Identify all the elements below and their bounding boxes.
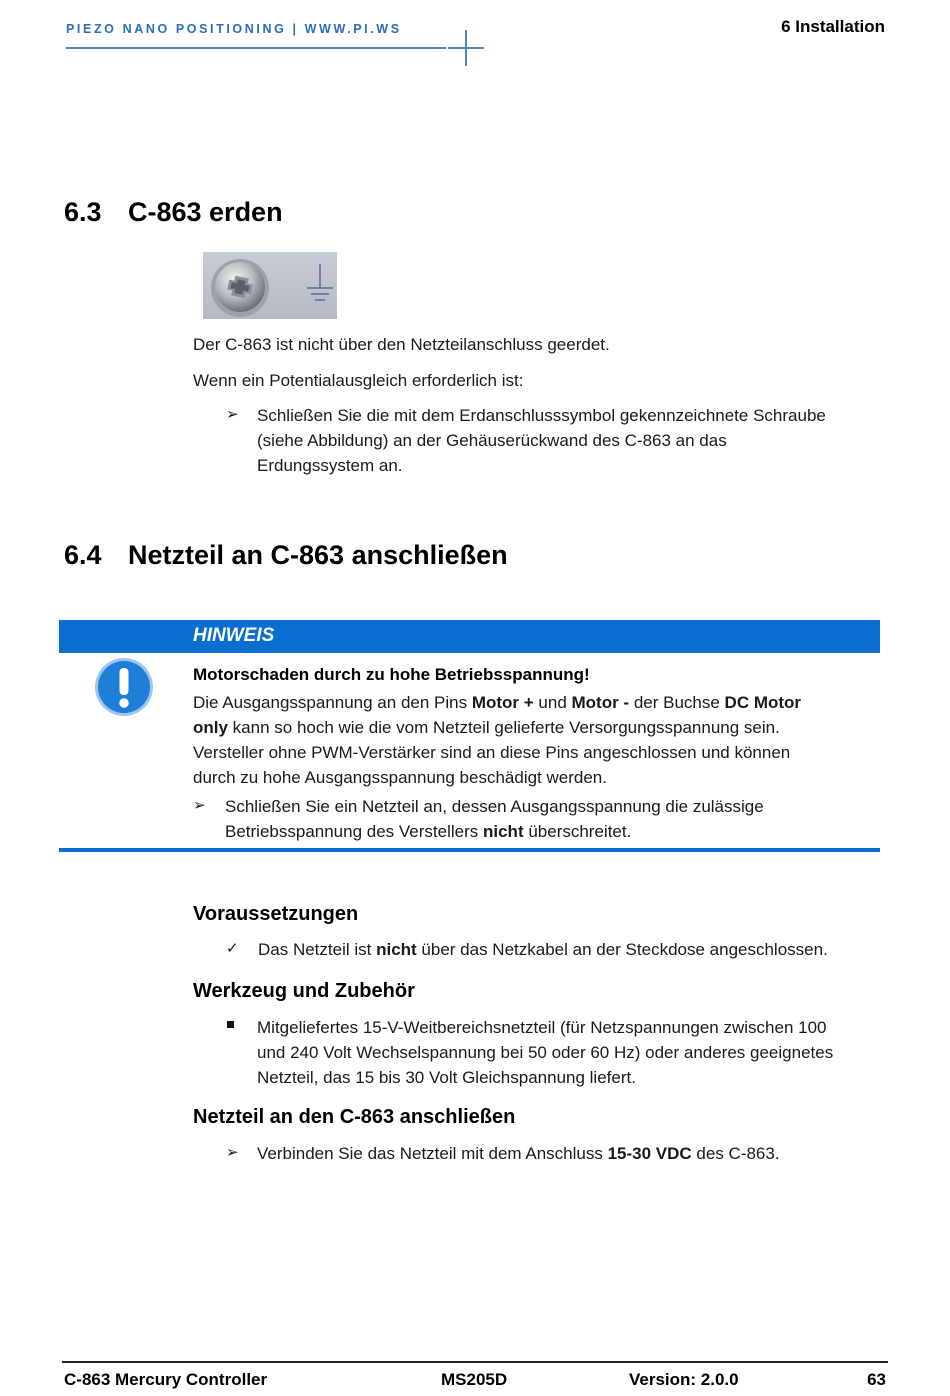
prerequisite-item	[258, 937, 828, 962]
section-number: 6.3	[64, 197, 102, 227]
tool-item-line: Mitgeliefertes 15-V-Weitbereichsnetzteil (für Netzspannungen zwischen 100	[257, 1018, 827, 1037]
text-bold: nicht	[376, 940, 417, 959]
checkmark-icon: ✓	[226, 940, 239, 957]
notice-step-line: Schließen Sie ein Netzteil an, dessen Ausgangsspannung die zulässige	[225, 797, 764, 816]
text: über das Netzkabel an der Steckdose angeschlossen.	[416, 940, 828, 959]
footer-product: C-863 Mercury Controller	[64, 1370, 268, 1389]
exclamation-icon	[94, 657, 154, 717]
subheading-tools: Werkzeug und Zubehör	[193, 980, 415, 1002]
text: Betriebsspannung des Verstellers	[225, 822, 483, 841]
text: und	[533, 693, 572, 712]
footer-version: Version: 2.0.0	[629, 1370, 739, 1389]
text: Das Netzteil ist	[258, 940, 377, 959]
notice-step-line	[225, 819, 631, 844]
text-bold: Motor +	[471, 693, 534, 712]
notice-text-line	[193, 715, 780, 740]
tool-item-line: und 240 Volt Wechselspannung bei 50 oder 60 Hz) oder anderes geeignetes	[257, 1043, 834, 1062]
text-bold: DC Motor	[724, 693, 802, 712]
chapter-title: 6 Installation	[781, 17, 885, 36]
subheading-prerequisites: Voraussetzungen	[193, 903, 359, 925]
brand-logo-text: PIEZO NANO POSITIONING | WWW.PI.WS	[66, 22, 402, 36]
notice-headline: Motorschaden durch zu hohe Betriebsspannung!	[193, 665, 590, 684]
square-bullet-icon	[227, 1021, 234, 1028]
text-bold: nicht	[483, 822, 524, 841]
notice-bottom-rule	[59, 848, 880, 852]
section-heading-6-3	[64, 197, 283, 228]
text: der Buchse	[629, 693, 725, 712]
notice-text-line	[193, 690, 801, 715]
arrow-bullet-icon: ➢	[193, 797, 206, 814]
text: überschreitet.	[523, 822, 632, 841]
connect-step	[257, 1141, 780, 1166]
footer-document-code: MS205D	[441, 1370, 508, 1389]
notice-text-line: durch zu hohe Ausgangsspannung beschädigt werden.	[193, 768, 607, 787]
ground-screw-icon	[203, 252, 337, 319]
text: kann so hoch wie die vom Netzteil gelieferte Versorgungsspannung sein.	[227, 718, 780, 737]
ground-screw-image	[203, 252, 337, 319]
section-title: Netzteil an C-863 anschließen	[128, 540, 508, 570]
subheading-connect: Netzteil an den C-863 anschließen	[193, 1106, 516, 1128]
tool-item-line: Netzteil, das 15 bis 30 Volt Gleichspannung liefert.	[257, 1068, 636, 1087]
step-line: Erdungssystem an.	[257, 456, 403, 475]
step-line: (siehe Abbildung) an der Gehäuserückwand des C-863 an das	[257, 431, 727, 450]
text-bold: only	[193, 718, 228, 737]
paragraph: Wenn ein Potentialausgleich erforderlich ist:	[193, 371, 524, 390]
logo-crosshair-vertical	[465, 30, 467, 66]
notice-header-bar	[59, 620, 880, 653]
text: des C-863.	[691, 1144, 780, 1163]
notice-text-line: Versteller ohne PWM-Verstärker sind an diese Pins angeschlossen und können	[193, 743, 791, 762]
text: Verbinden Sie das Netzteil mit dem Anschluss	[257, 1144, 608, 1163]
arrow-bullet-icon: ➢	[226, 406, 239, 423]
section-number: 6.4	[64, 540, 102, 570]
text-bold: 15-30 VDC	[607, 1144, 692, 1163]
page-number: 63	[867, 1370, 886, 1389]
text-bold: Motor -	[571, 693, 630, 712]
step-line: Schließen Sie die mit dem Erdanschlusssymbol gekennzeichnete Schraube	[257, 406, 826, 425]
arrow-bullet-icon: ➢	[226, 1144, 239, 1161]
text: Die Ausgangsspannung an den Pins	[193, 693, 472, 712]
notice-label: HINWEIS	[193, 625, 275, 646]
paragraph: Der C-863 ist nicht über den Netzteilanschluss geerdet.	[193, 335, 610, 354]
section-heading-6-4	[64, 540, 508, 571]
header-rule	[66, 47, 446, 49]
footer-rule	[62, 1361, 888, 1363]
section-title: C-863 erden	[128, 197, 283, 227]
